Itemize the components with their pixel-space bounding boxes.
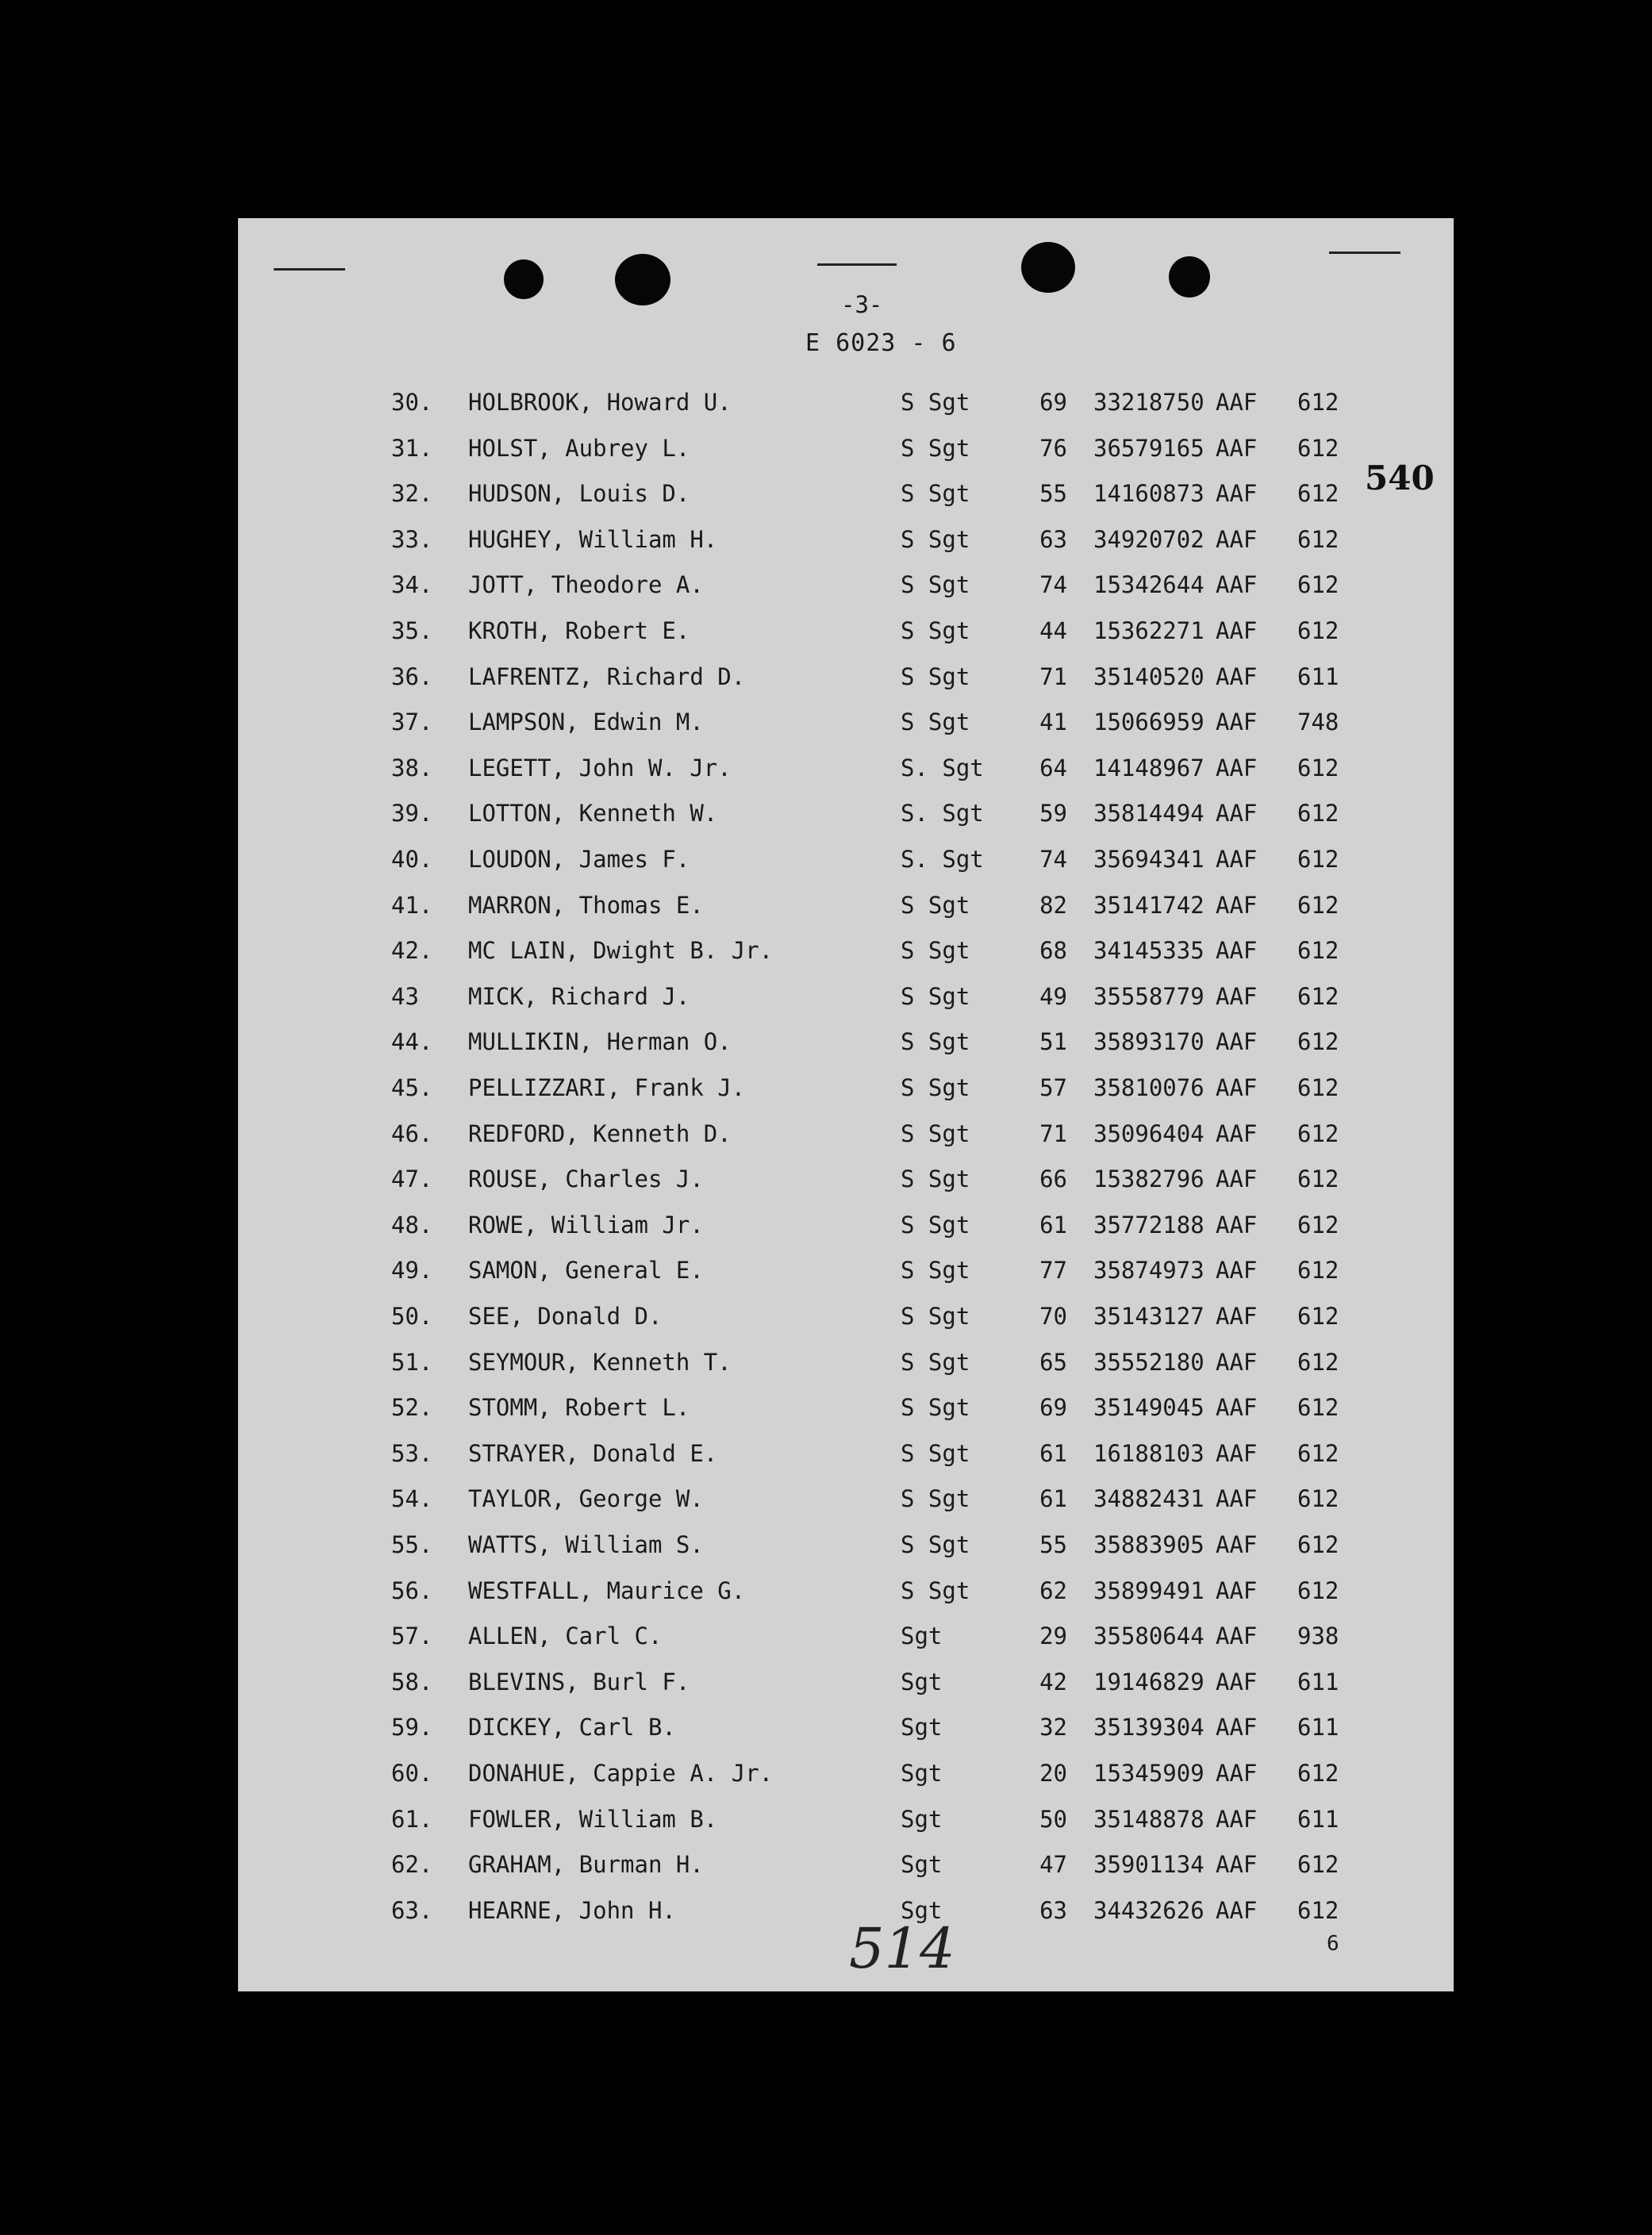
roster-row	[238, 755, 1454, 786]
roster-rank: S Sgt	[901, 434, 970, 462]
roster-serial: 34145335	[1093, 937, 1204, 965]
roster-row	[238, 1257, 1454, 1288]
roster-code: 71	[1039, 1119, 1067, 1147]
roster-row	[238, 1531, 1454, 1563]
roster-row	[238, 937, 1454, 969]
roster-name: MICK, Richard J.	[468, 982, 690, 1010]
roster-num: 55.	[391, 1531, 433, 1558]
roster-branch: AAF	[1216, 754, 1258, 781]
roster-unit: 612	[1297, 1576, 1339, 1604]
roster-serial: 35694341	[1093, 846, 1204, 873]
roster-rank: S Sgt	[901, 525, 970, 553]
roster-code: 77	[1039, 1257, 1067, 1285]
roster-name: PELLIZZARI, Frank J.	[468, 1074, 746, 1101]
punch-hole	[1021, 242, 1075, 293]
roster-serial: 15345909	[1093, 1760, 1204, 1787]
roster-num: 33.	[391, 525, 433, 553]
roster-serial: 35140520	[1093, 662, 1204, 690]
roster-serial: 35149045	[1093, 1394, 1204, 1422]
roster-name: GRAHAM, Burman H.	[468, 1851, 704, 1879]
roster-serial: 15066959	[1093, 709, 1204, 736]
roster-serial: 36579165	[1093, 434, 1204, 462]
roster-code: 29	[1039, 1622, 1067, 1650]
roster-rank: Sgt	[901, 1896, 943, 1924]
roster-code: 74	[1039, 571, 1067, 599]
roster-code: 20	[1039, 1760, 1067, 1787]
roster-code: 55	[1039, 1531, 1067, 1558]
roster-row	[238, 1074, 1454, 1106]
roster-branch: AAF	[1216, 982, 1258, 1010]
roster-name: ROUSE, Charles J.	[468, 1166, 704, 1193]
roster-rank: S Sgt	[901, 617, 970, 644]
roster-serial: 16188103	[1093, 1439, 1204, 1467]
roster-code: 71	[1039, 662, 1067, 690]
roster-name: DONAHUE, Cappie A. Jr.	[468, 1760, 774, 1787]
roster-num: 62.	[391, 1851, 433, 1879]
roster-name: SEE, Donald D.	[468, 1303, 663, 1330]
roster-serial: 35814494	[1093, 800, 1204, 828]
roster-serial: 15382796	[1093, 1166, 1204, 1193]
roster-name: MULLIKIN, Herman O.	[468, 1028, 732, 1056]
roster-branch: AAF	[1216, 1531, 1258, 1558]
roster-name: WATTS, William S.	[468, 1531, 704, 1558]
roster-rank: S. Sgt	[901, 800, 984, 828]
roster-name: STOMM, Robert L.	[468, 1394, 690, 1422]
roster-branch: AAF	[1216, 1805, 1258, 1833]
roster-code: 59	[1039, 800, 1067, 828]
roster-code: 76	[1039, 434, 1067, 462]
roster-branch: AAF	[1216, 1576, 1258, 1604]
roster-code: 61	[1039, 1439, 1067, 1467]
roster-serial: 35552180	[1093, 1348, 1204, 1376]
roster-branch: AAF	[1216, 709, 1258, 736]
roster-row	[238, 983, 1454, 1015]
roster-unit: 612	[1297, 891, 1339, 919]
roster-row	[238, 709, 1454, 740]
roster-row	[238, 663, 1454, 695]
roster-branch: AAF	[1216, 1257, 1258, 1285]
roster-unit: 611	[1297, 1805, 1339, 1833]
roster-num: 42.	[391, 937, 433, 965]
roster-row	[238, 1851, 1454, 1883]
roster-row	[238, 1303, 1454, 1334]
roster-rank: S Sgt	[901, 1166, 970, 1193]
roster-branch: AAF	[1216, 480, 1258, 508]
roster-rank: S Sgt	[901, 709, 970, 736]
roster-unit: 612	[1297, 571, 1339, 599]
roster-rank: Sgt	[901, 1805, 943, 1833]
roster-row	[238, 617, 1454, 649]
roster-num: 57.	[391, 1622, 433, 1650]
roster-unit: 612	[1297, 1348, 1339, 1376]
roster-branch: AAF	[1216, 1714, 1258, 1742]
handwritten-note: 514	[849, 1916, 955, 1981]
roster-num: 39.	[391, 800, 433, 828]
roster-code: 49	[1039, 982, 1067, 1010]
roster-branch: AAF	[1216, 1394, 1258, 1422]
roster-rank: S Sgt	[901, 982, 970, 1010]
roster-unit: 612	[1297, 1896, 1339, 1924]
roster-row	[238, 1166, 1454, 1197]
roster-rank: S Sgt	[901, 937, 970, 965]
roster-serial: 14160873	[1093, 480, 1204, 508]
roster-serial: 35901134	[1093, 1851, 1204, 1879]
roster-row	[238, 571, 1454, 603]
roster-serial: 35893170	[1093, 1028, 1204, 1056]
roster-num: 54.	[391, 1485, 433, 1513]
roster-name: MARRON, Thomas E.	[468, 891, 704, 919]
roster-num: 59.	[391, 1714, 433, 1742]
roster-code: 68	[1039, 937, 1067, 965]
roster-name: DICKEY, Carl B.	[468, 1714, 676, 1742]
roster-name: REDFORD, Kenneth D.	[468, 1119, 732, 1147]
roster-num: 61.	[391, 1805, 433, 1833]
roster-serial: 35558779	[1093, 982, 1204, 1010]
roster-unit: 612	[1297, 800, 1339, 828]
roster-rank: S Sgt	[901, 1348, 970, 1376]
roster-serial: 14148967	[1093, 754, 1204, 781]
margin-rule	[1329, 252, 1400, 254]
roster-row	[238, 435, 1454, 467]
roster-serial: 35139304	[1093, 1714, 1204, 1742]
roster-unit: 612	[1297, 1074, 1339, 1101]
roster-row	[238, 846, 1454, 877]
roster-rank: S Sgt	[901, 1074, 970, 1101]
roster-branch: AAF	[1216, 662, 1258, 690]
roster-branch: AAF	[1216, 1851, 1258, 1879]
roster-unit: 612	[1297, 982, 1339, 1010]
roster-rank: S Sgt	[901, 1576, 970, 1604]
roster-branch: AAF	[1216, 800, 1258, 828]
roster-branch: AAF	[1216, 1166, 1258, 1193]
roster-num: 30.	[391, 389, 433, 416]
roster-unit: 612	[1297, 1760, 1339, 1787]
roster-rank: S Sgt	[901, 571, 970, 599]
roster-serial: 34432626	[1093, 1896, 1204, 1924]
roster-branch: AAF	[1216, 617, 1258, 644]
roster-unit: 612	[1297, 389, 1339, 416]
roster-row	[238, 1394, 1454, 1426]
margin-rule	[274, 268, 345, 271]
roster-row	[238, 1120, 1454, 1152]
roster-unit: 612	[1297, 846, 1339, 873]
roster-num: 46.	[391, 1119, 433, 1147]
roster-num: 48.	[391, 1211, 433, 1238]
roster-name: MC LAIN, Dwight B. Jr.	[468, 937, 774, 965]
roster-unit: 611	[1297, 662, 1339, 690]
roster-serial: 35096404	[1093, 1119, 1204, 1147]
roster-num: 56.	[391, 1576, 433, 1604]
roster-row	[238, 480, 1454, 512]
roster-serial: 15362271	[1093, 617, 1204, 644]
roster-serial: 34920702	[1093, 525, 1204, 553]
roster-branch: AAF	[1216, 1896, 1258, 1924]
roster-branch: AAF	[1216, 937, 1258, 965]
roster-name: LAMPSON, Edwin M.	[468, 709, 704, 736]
roster-serial: 35810076	[1093, 1074, 1204, 1101]
roster-rank: S Sgt	[901, 389, 970, 416]
roster-unit: 612	[1297, 937, 1339, 965]
roster-name: LOUDON, James F.	[468, 846, 690, 873]
roster-code: 82	[1039, 891, 1067, 919]
roster-num: 60.	[391, 1760, 433, 1787]
roster-serial: 19146829	[1093, 1668, 1204, 1695]
roster-row	[238, 1669, 1454, 1700]
roster-row	[238, 1577, 1454, 1609]
roster-branch: AAF	[1216, 389, 1258, 416]
roster-rank: S Sgt	[901, 662, 970, 690]
roster-code: 69	[1039, 1394, 1067, 1422]
roster-branch: AAF	[1216, 1668, 1258, 1695]
roster-unit: 612	[1297, 754, 1339, 781]
roster-branch: AAF	[1216, 1348, 1258, 1376]
punch-hole	[1169, 256, 1210, 298]
roster-name: BLEVINS, Burl F.	[468, 1668, 690, 1695]
roster-num: 44.	[391, 1028, 433, 1056]
roster-code: 64	[1039, 754, 1067, 781]
roster-unit: 748	[1297, 709, 1339, 736]
roster-code: 63	[1039, 525, 1067, 553]
roster-num: 36.	[391, 662, 433, 690]
roster-name: HEARNE, John H.	[468, 1896, 676, 1924]
roster-rank: S Sgt	[901, 1119, 970, 1147]
roster-code: 61	[1039, 1211, 1067, 1238]
roster-code: 51	[1039, 1028, 1067, 1056]
roster-branch: AAF	[1216, 1119, 1258, 1147]
roster-serial: 35580644	[1093, 1622, 1204, 1650]
roster-num: 53.	[391, 1439, 433, 1467]
roster-name: HOLBROOK, Howard U.	[468, 389, 732, 416]
roster-rank: S. Sgt	[901, 754, 984, 781]
roster-serial: 35143127	[1093, 1303, 1204, 1330]
roster-unit: 611	[1297, 1668, 1339, 1695]
roster-unit: 612	[1297, 1851, 1339, 1879]
bottom-mark: 6	[1327, 1932, 1339, 1956]
roster-num: 51.	[391, 1348, 433, 1376]
roster-code: 65	[1039, 1348, 1067, 1376]
roster-rank: S Sgt	[901, 1257, 970, 1285]
document-page	[238, 218, 1454, 1991]
roster-rank: Sgt	[901, 1851, 943, 1879]
roster-row	[238, 892, 1454, 924]
file-reference: E 6023 - 6	[805, 329, 957, 357]
roster-num: 58.	[391, 1668, 433, 1695]
roster-row	[238, 1714, 1454, 1745]
roster-branch: AAF	[1216, 1439, 1258, 1467]
roster-name: JOTT, Theodore A.	[468, 571, 704, 599]
roster-row	[238, 526, 1454, 558]
roster-name: HUGHEY, William H.	[468, 525, 718, 553]
roster-code: 42	[1039, 1668, 1067, 1695]
roster-row	[238, 800, 1454, 831]
roster-num: 52.	[391, 1394, 433, 1422]
roster-name: SAMON, General E.	[468, 1257, 704, 1285]
roster-code: 47	[1039, 1851, 1067, 1879]
roster-rank: S Sgt	[901, 1531, 970, 1558]
roster-name: ALLEN, Carl C.	[468, 1622, 663, 1650]
roster-rank: Sgt	[901, 1668, 943, 1695]
roster-num: 47.	[391, 1166, 433, 1193]
roster-unit: 612	[1297, 1485, 1339, 1513]
roster-unit: 612	[1297, 1028, 1339, 1056]
roster-serial: 35883905	[1093, 1531, 1204, 1558]
roster-branch: AAF	[1216, 1074, 1258, 1101]
roster-name: LAFRENTZ, Richard D.	[468, 662, 746, 690]
roster-rank: S Sgt	[901, 1394, 970, 1422]
roster-unit: 612	[1297, 1394, 1339, 1422]
roster-num: 38.	[391, 754, 433, 781]
roster-num: 37.	[391, 709, 433, 736]
roster-num: 50.	[391, 1303, 433, 1330]
roster-row	[238, 1440, 1454, 1472]
roster-rank: S Sgt	[901, 1211, 970, 1238]
roster-serial: 35148878	[1093, 1805, 1204, 1833]
roster-code: 70	[1039, 1303, 1067, 1330]
roster-name: HOLST, Aubrey L.	[468, 434, 690, 462]
roster-code: 66	[1039, 1166, 1067, 1193]
roster-row	[238, 389, 1454, 421]
roster-num: 34.	[391, 571, 433, 599]
roster-code: 57	[1039, 1074, 1067, 1101]
stamped-number: 540	[1365, 459, 1435, 497]
roster-code: 69	[1039, 389, 1067, 416]
roster-unit: 612	[1297, 480, 1339, 508]
roster-code: 50	[1039, 1805, 1067, 1833]
roster-rank: Sgt	[901, 1622, 943, 1650]
roster-row	[238, 1028, 1454, 1060]
roster-name: HUDSON, Louis D.	[468, 480, 690, 508]
roster-rank: Sgt	[901, 1714, 943, 1742]
roster-name: SEYMOUR, Kenneth T.	[468, 1348, 732, 1376]
roster-rank: S Sgt	[901, 1303, 970, 1330]
roster-unit: 612	[1297, 1439, 1339, 1467]
roster-serial: 35899491	[1093, 1576, 1204, 1604]
roster-rank: S Sgt	[901, 480, 970, 508]
roster-serial: 34882431	[1093, 1485, 1204, 1513]
roster-name: STRAYER, Donald E.	[468, 1439, 718, 1467]
punch-hole	[615, 254, 670, 305]
roster-code: 44	[1039, 617, 1067, 644]
roster-num: 41.	[391, 891, 433, 919]
roster-rank: S. Sgt	[901, 846, 984, 873]
roster-num: 45.	[391, 1074, 433, 1101]
roster-unit: 612	[1297, 617, 1339, 644]
roster-unit: 612	[1297, 434, 1339, 462]
roster-serial: 33218750	[1093, 389, 1204, 416]
punch-hole	[504, 259, 544, 299]
roster-branch: AAF	[1216, 891, 1258, 919]
roster-branch: AAF	[1216, 434, 1258, 462]
roster-branch: AAF	[1216, 846, 1258, 873]
roster-name: LEGETT, John W. Jr.	[468, 754, 732, 781]
roster-unit: 611	[1297, 1714, 1339, 1742]
roster-serial: 35772188	[1093, 1211, 1204, 1238]
roster-branch: AAF	[1216, 1622, 1258, 1650]
roster-serial: 35874973	[1093, 1257, 1204, 1285]
roster-name: LOTTON, Kenneth W.	[468, 800, 718, 828]
roster-code: 62	[1039, 1576, 1067, 1604]
roster-rank: S Sgt	[901, 1439, 970, 1467]
roster-num: 49.	[391, 1257, 433, 1285]
roster-rank: Sgt	[901, 1760, 943, 1787]
roster-unit: 612	[1297, 1119, 1339, 1147]
roster-branch: AAF	[1216, 525, 1258, 553]
roster-branch: AAF	[1216, 1485, 1258, 1513]
roster-branch: AAF	[1216, 1760, 1258, 1787]
roster-row	[238, 1806, 1454, 1838]
roster-num: 63.	[391, 1896, 433, 1924]
roster-row	[238, 1897, 1454, 1929]
roster-unit: 612	[1297, 1257, 1339, 1285]
roster-branch: AAF	[1216, 571, 1258, 599]
roster-code: 74	[1039, 846, 1067, 873]
roster-row	[238, 1485, 1454, 1517]
roster-name: KROTH, Robert E.	[468, 617, 690, 644]
roster-name: TAYLOR, George W.	[468, 1485, 704, 1513]
roster-unit: 612	[1297, 1303, 1339, 1330]
roster-unit: 612	[1297, 1166, 1339, 1193]
roster-branch: AAF	[1216, 1028, 1258, 1056]
roster-unit: 612	[1297, 1211, 1339, 1238]
roster-num: 43	[391, 982, 419, 1010]
roster-row	[238, 1349, 1454, 1381]
roster-unit: 612	[1297, 525, 1339, 553]
roster-num: 31.	[391, 434, 433, 462]
page-number: -3-	[841, 291, 883, 318]
roster-rank: S Sgt	[901, 891, 970, 919]
roster-unit: 612	[1297, 1531, 1339, 1558]
roster-name: WESTFALL, Maurice G.	[468, 1576, 746, 1604]
roster-row	[238, 1622, 1454, 1654]
margin-rule	[817, 263, 897, 266]
roster-row	[238, 1760, 1454, 1791]
roster-rank: S Sgt	[901, 1028, 970, 1056]
roster-name: FOWLER, William B.	[468, 1805, 718, 1833]
roster-serial: 35141742	[1093, 891, 1204, 919]
roster-code: 32	[1039, 1714, 1067, 1742]
roster-name: ROWE, William Jr.	[468, 1211, 704, 1238]
roster-num: 35.	[391, 617, 433, 644]
roster-code: 41	[1039, 709, 1067, 736]
roster-row	[238, 1212, 1454, 1243]
roster-num: 40.	[391, 846, 433, 873]
roster-branch: AAF	[1216, 1303, 1258, 1330]
roster-num: 32.	[391, 480, 433, 508]
roster-serial: 15342644	[1093, 571, 1204, 599]
roster-branch: AAF	[1216, 1211, 1258, 1238]
roster-code: 63	[1039, 1896, 1067, 1924]
roster-rank: S Sgt	[901, 1485, 970, 1513]
roster-code: 55	[1039, 480, 1067, 508]
roster-code: 61	[1039, 1485, 1067, 1513]
roster-unit: 938	[1297, 1622, 1339, 1650]
